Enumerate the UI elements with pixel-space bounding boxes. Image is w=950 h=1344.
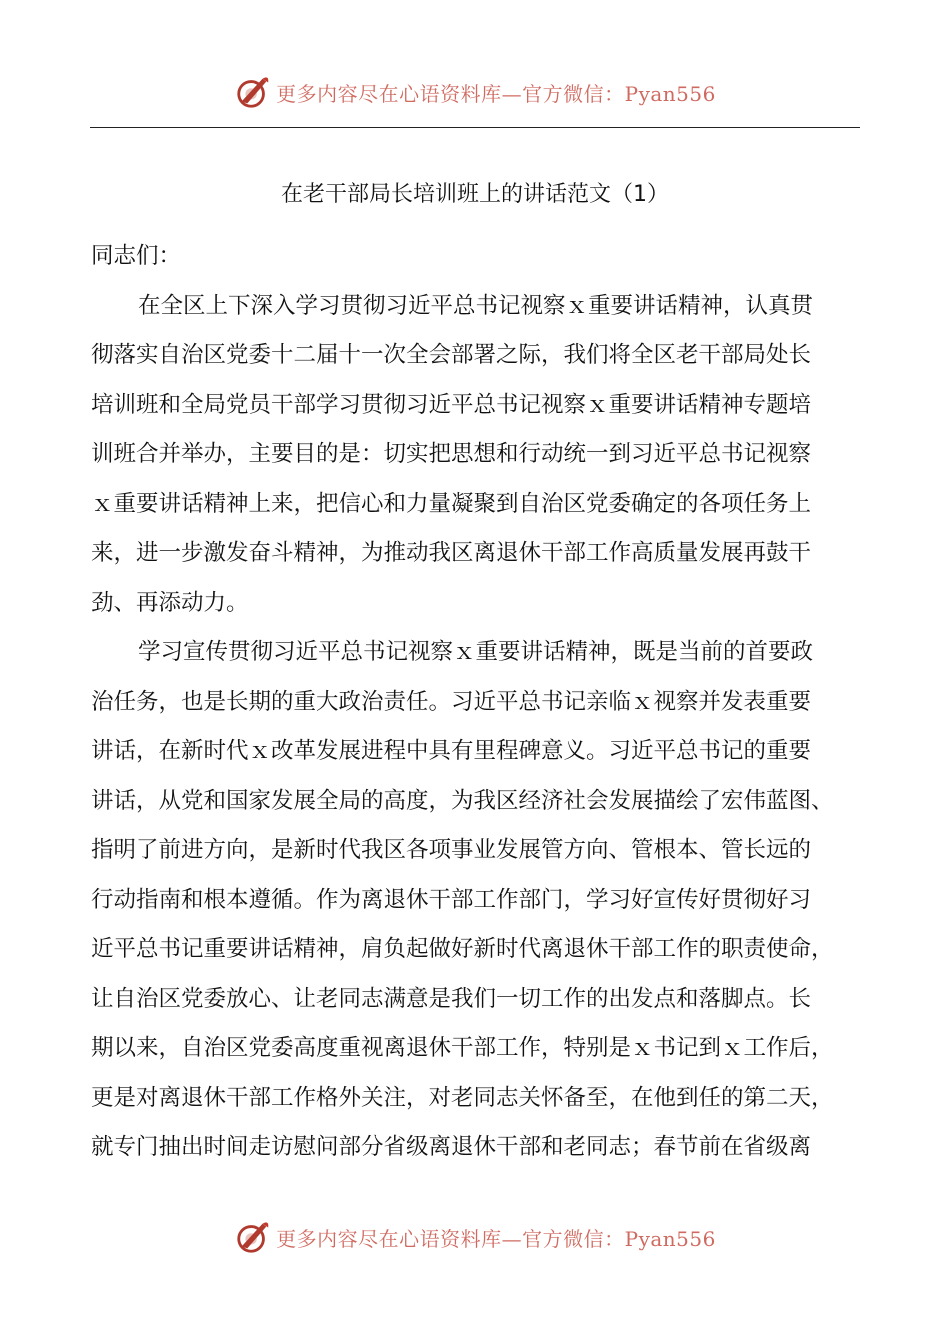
paragraph-line: 讲话，从党和国家发展全局的高度，为我区经济社会发展描绘了宏伟蓝图、 [91, 787, 834, 814]
header-banner-text [276, 78, 716, 107]
paragraph-line: 近平总书记重要讲话精神，肩负起做好新时代离退休干部工作的职责使命， [91, 936, 834, 962]
paragraph-line: 培训班和全局党员干部学习贯彻习近平总书记视察ｘ重要讲话精神专题培 [91, 391, 812, 418]
quill-pen-logo-icon [234, 1218, 272, 1256]
header-wechat-id: Pyan556 [624, 81, 716, 106]
body-lines [91, 282, 861, 1173]
paragraph-line: 治任务，也是长期的重大政治责任。习近平总书记亲临ｘ视察并发表重要 [91, 688, 812, 715]
document-body [91, 232, 861, 1173]
paragraph-line: 指明了前进方向，是新时代我区各项事业发展管方向、管根本、管长远的 [91, 837, 812, 863]
paragraph-line: 训班合并举办，主要目的是：切实把思想和行动统一到习近平总书记视察 [91, 441, 812, 467]
paragraph-line: 行动指南和根本遵循。作为离退休干部工作部门，学习好宣传好贯彻好习 [91, 886, 812, 913]
footer-banner-text [276, 1223, 716, 1252]
paragraph-line: 彻落实自治区党委十二届十一次全会部署之际，我们将全区老干部局处长 [91, 342, 812, 368]
paragraph-line: 在全区上下深入学习贯彻习近平总书记视察ｘ重要讲话精神，认真贯 [138, 292, 814, 319]
paragraph-line: 期以来，自治区党委高度重视离退休干部工作，特别是ｘ书记到ｘ工作后， [91, 1035, 834, 1061]
footer-banner [0, 1215, 950, 1259]
paragraph-line: 让自治区党委放心、让老同志满意是我们一切工作的出发点和落脚点。长 [91, 985, 812, 1012]
paragraph-line: 劲、再添动力。 [91, 589, 249, 616]
document-title: 在老干部局长培训班上的讲话范文（1） [281, 182, 669, 207]
paragraph-line: 来，进一步激发奋斗精神，为推动我区离退休干部工作高质量发展再鼓干 [91, 540, 812, 566]
paragraph-line: 更是对离退休干部工作格外关注，对老同志关怀备至，在他到任的第二天， [91, 1084, 834, 1111]
header-banner [0, 70, 950, 114]
footer-wechat-id: Pyan556 [624, 1226, 716, 1251]
salutation: 同志们： [91, 243, 182, 269]
header-banner-label: 更多内容尽在心语资料库—官方微信： [276, 81, 625, 106]
paragraph-line: 学习宣传贯彻习近平总书记视察ｘ重要讲话精神，既是当前的首要政 [138, 639, 814, 665]
footer-banner-label: 更多内容尽在心语资料库—官方微信： [276, 1226, 625, 1251]
paragraph-line: ｘ重要讲话精神上来，把信心和力量凝聚到自治区党委确定的各项任务上 [91, 490, 812, 517]
paragraph-line: 讲话，在新时代ｘ改革发展进程中具有里程碑意义。习近平总书记的重要 [91, 738, 812, 764]
header-divider [90, 127, 860, 128]
quill-pen-logo-icon [234, 73, 272, 111]
paragraph-line: 就专门抽出时间走访慰问部分省级离退休干部和老同志；春节前在省级离 [91, 1134, 812, 1160]
